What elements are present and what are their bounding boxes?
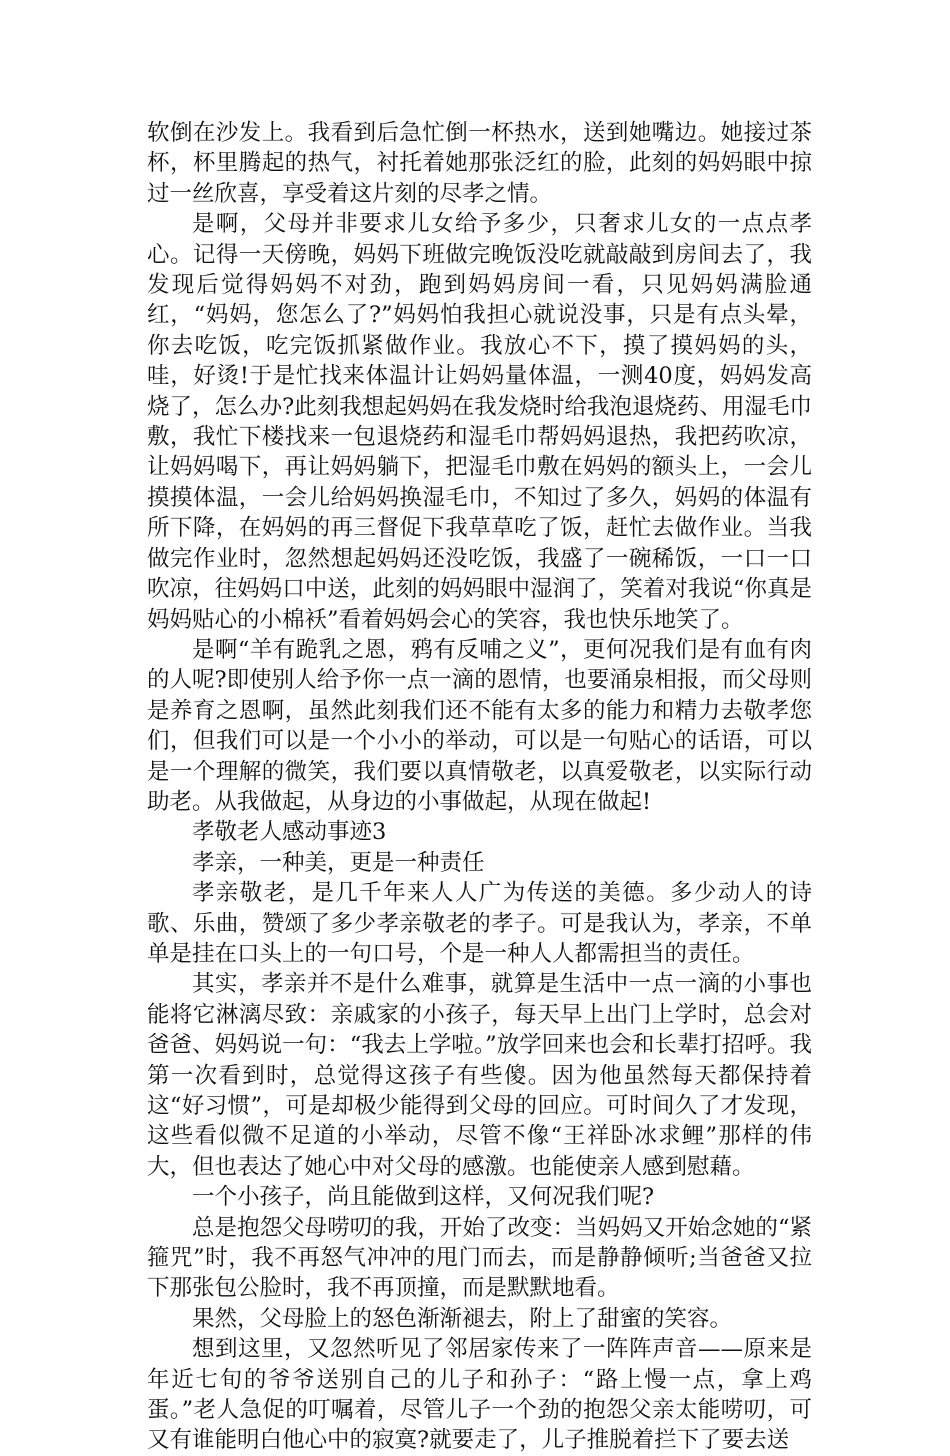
paragraph: 果然，父母脸上的怒色渐渐褪去，附上了甜蜜的笑容。	[192, 1305, 733, 1332]
section-title: 孝敬老人感动事迹3	[192, 819, 387, 846]
paragraph: 其实，孝亲并不是什么难事，就算是生活中一点一滴的小事也能将它淋漓尽致：亲戚家的小孩子，每天早上出门上学时，总会对爸爸、妈妈说一句：“我去上学啦。”放学回来也会和长辈打招呼。我第一次看到时，总觉得这孩子有些傻。因为他虽然每天都保持着这“好习惯”，可是却极少能得到父母的回应。可时间久了才发现，这些看似微不足道的小举动，尽管不像“王祥卧冰求鲤”那样的伟大，但也表达了她心中对父母的感激。也能使亲人感到慰藉。	[147, 971, 812, 1180]
paragraph-continuation: 软倒在沙发上。我看到后急忙倒一杯热水，送到她嘴边。她接过茶杯，杯里腾起的热气，衬托着她那张泛红的脸，此刻的妈妈眼中掠过一丝欣喜，享受着这片刻的尽孝之情。	[147, 120, 812, 207]
paragraph: 孝亲敬老，是几千年来人人广为传送的美德。多少动人的诗歌、乐曲，赞颂了多少孝亲敬老的孝子。可是我认为，孝亲，不单单是挂在口头上的一句口号，个是一种人人都需担当的责任。	[147, 880, 812, 967]
paragraph: 一个小孩子，尚且能做到这样，又何况我们呢?	[192, 1184, 655, 1211]
document-body	[147, 118, 812, 1456]
paragraph: 是啊“羊有跪乳之恩，鸦有反哺之义”，更何况我们是有血有肉的人呢?即使别人给予你一点一滴的恩情，也要涌泉相报，而父母则是养育之恩啊，虽然此刻我们还不能有太多的能力和精力去敬孝您们，但我们可以是一个小小的举动，可以是一句贴心的话语，可以是一个理解的微笑，我们要以真情敬老，以真爱敬老，以实际行动助老。从我做起，从身边的小事做起，从现在做起!	[147, 636, 812, 815]
paragraph: 是啊，父母并非要求儿女给予多少，只奢求儿女的一点点孝心。记得一天傍晚，妈妈下班做完晚饭没吃就敲敲到房间去了，我发现后觉得妈妈不对劲，跑到妈妈房间一看，只见妈妈满脸通红，“妈妈，您怎么了?”妈妈怕我担心就说没事，只是有点头晕，你去吃饭，吃完饭抓紧做作业。我放心不下，摸了摸妈妈的头，哇，好烫!于是忙找来体温计让妈妈量体温，一测40度，妈妈发高烧了，怎么办?此刻我想起妈妈在我发烧时给我泡退烧药、用湿毛巾敷，我忙下楼找来一包退烧药和湿毛巾帮妈妈退热，我把药吹凉，让妈妈喝下，再让妈妈躺下，把湿毛巾敷在妈妈的额头上，一会儿摸摸体温，一会儿给妈妈换湿毛巾，不知过了多久，妈妈的体温有所下降，在妈妈的再三督促下我草草吃了饭，赶忙去做作业。当我做完作业时，忽然想起妈妈还没吃饭，我盛了一碗稀饭，一口一口吹凉，往妈妈口中送，此刻的妈妈眼中湿润了，笑着对我说“你真是妈妈贴心的小棉袄”看着妈妈会心的笑容，我也快乐地笑了。	[147, 211, 812, 633]
section-subtitle: 孝亲，一种美，更是一种责任	[192, 849, 485, 876]
paragraph: 总是抱怨父母唠叨的我，开始了改变：当妈妈又开始念她的“紧箍咒”时，我不再怒气冲冲的甩门而去，而是静静倾听;当爸爸又拉下那张包公脸时，我不再顶撞，而是默默地看。	[147, 1214, 812, 1302]
paragraph: 想到这里，又忽然听见了邻居家传来了一阵阵声音——原来是年近七旬的爷爷送别自己的儿子和孙子：“路上慢一点，拿上鸡蛋。”老人急促的叮嘱着，尽管儿子一个劲的抱怨父亲太能唠叨，可又有谁能明白他心中的寂寞?就要走了，儿子推脱着拦下了要去送	[147, 1336, 812, 1454]
